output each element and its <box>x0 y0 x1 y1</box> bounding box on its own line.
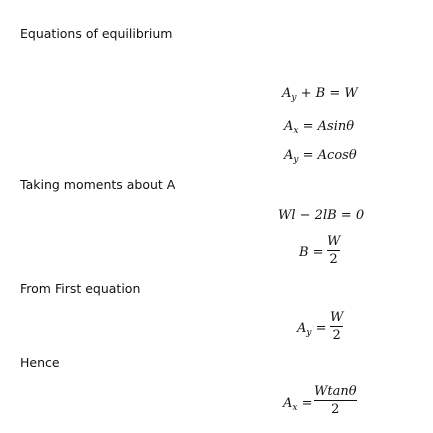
equation-vertical-balance: $A_y + B = W$ <box>282 86 358 103</box>
fraction-wtan-over-2: Wtanθ 2 <box>314 384 357 417</box>
equation-ax-sin: $A_x = Asin\theta$ <box>284 119 355 136</box>
heading-hence: Hence <box>20 355 60 370</box>
fraction-w-over-2: W 2 <box>327 234 341 267</box>
equation-ay-fraction: $A_y$ = W 2 <box>297 310 344 343</box>
heading-moments: Taking moments about A <box>20 177 176 192</box>
heading-equilibrium: Equations of equilibrium <box>20 26 173 41</box>
equation-b-fraction: B = W 2 <box>299 234 341 267</box>
equation-moments: Wl − 2lB = 0 <box>278 208 365 223</box>
fraction-w-over-2: W 2 <box>330 310 344 343</box>
equation-ay-cos: $A_y = Acos\theta$ <box>284 148 357 165</box>
heading-first-equation: From First equation <box>20 281 141 296</box>
equation-ax-fraction: $A_x$ = Wtanθ 2 <box>283 384 357 417</box>
